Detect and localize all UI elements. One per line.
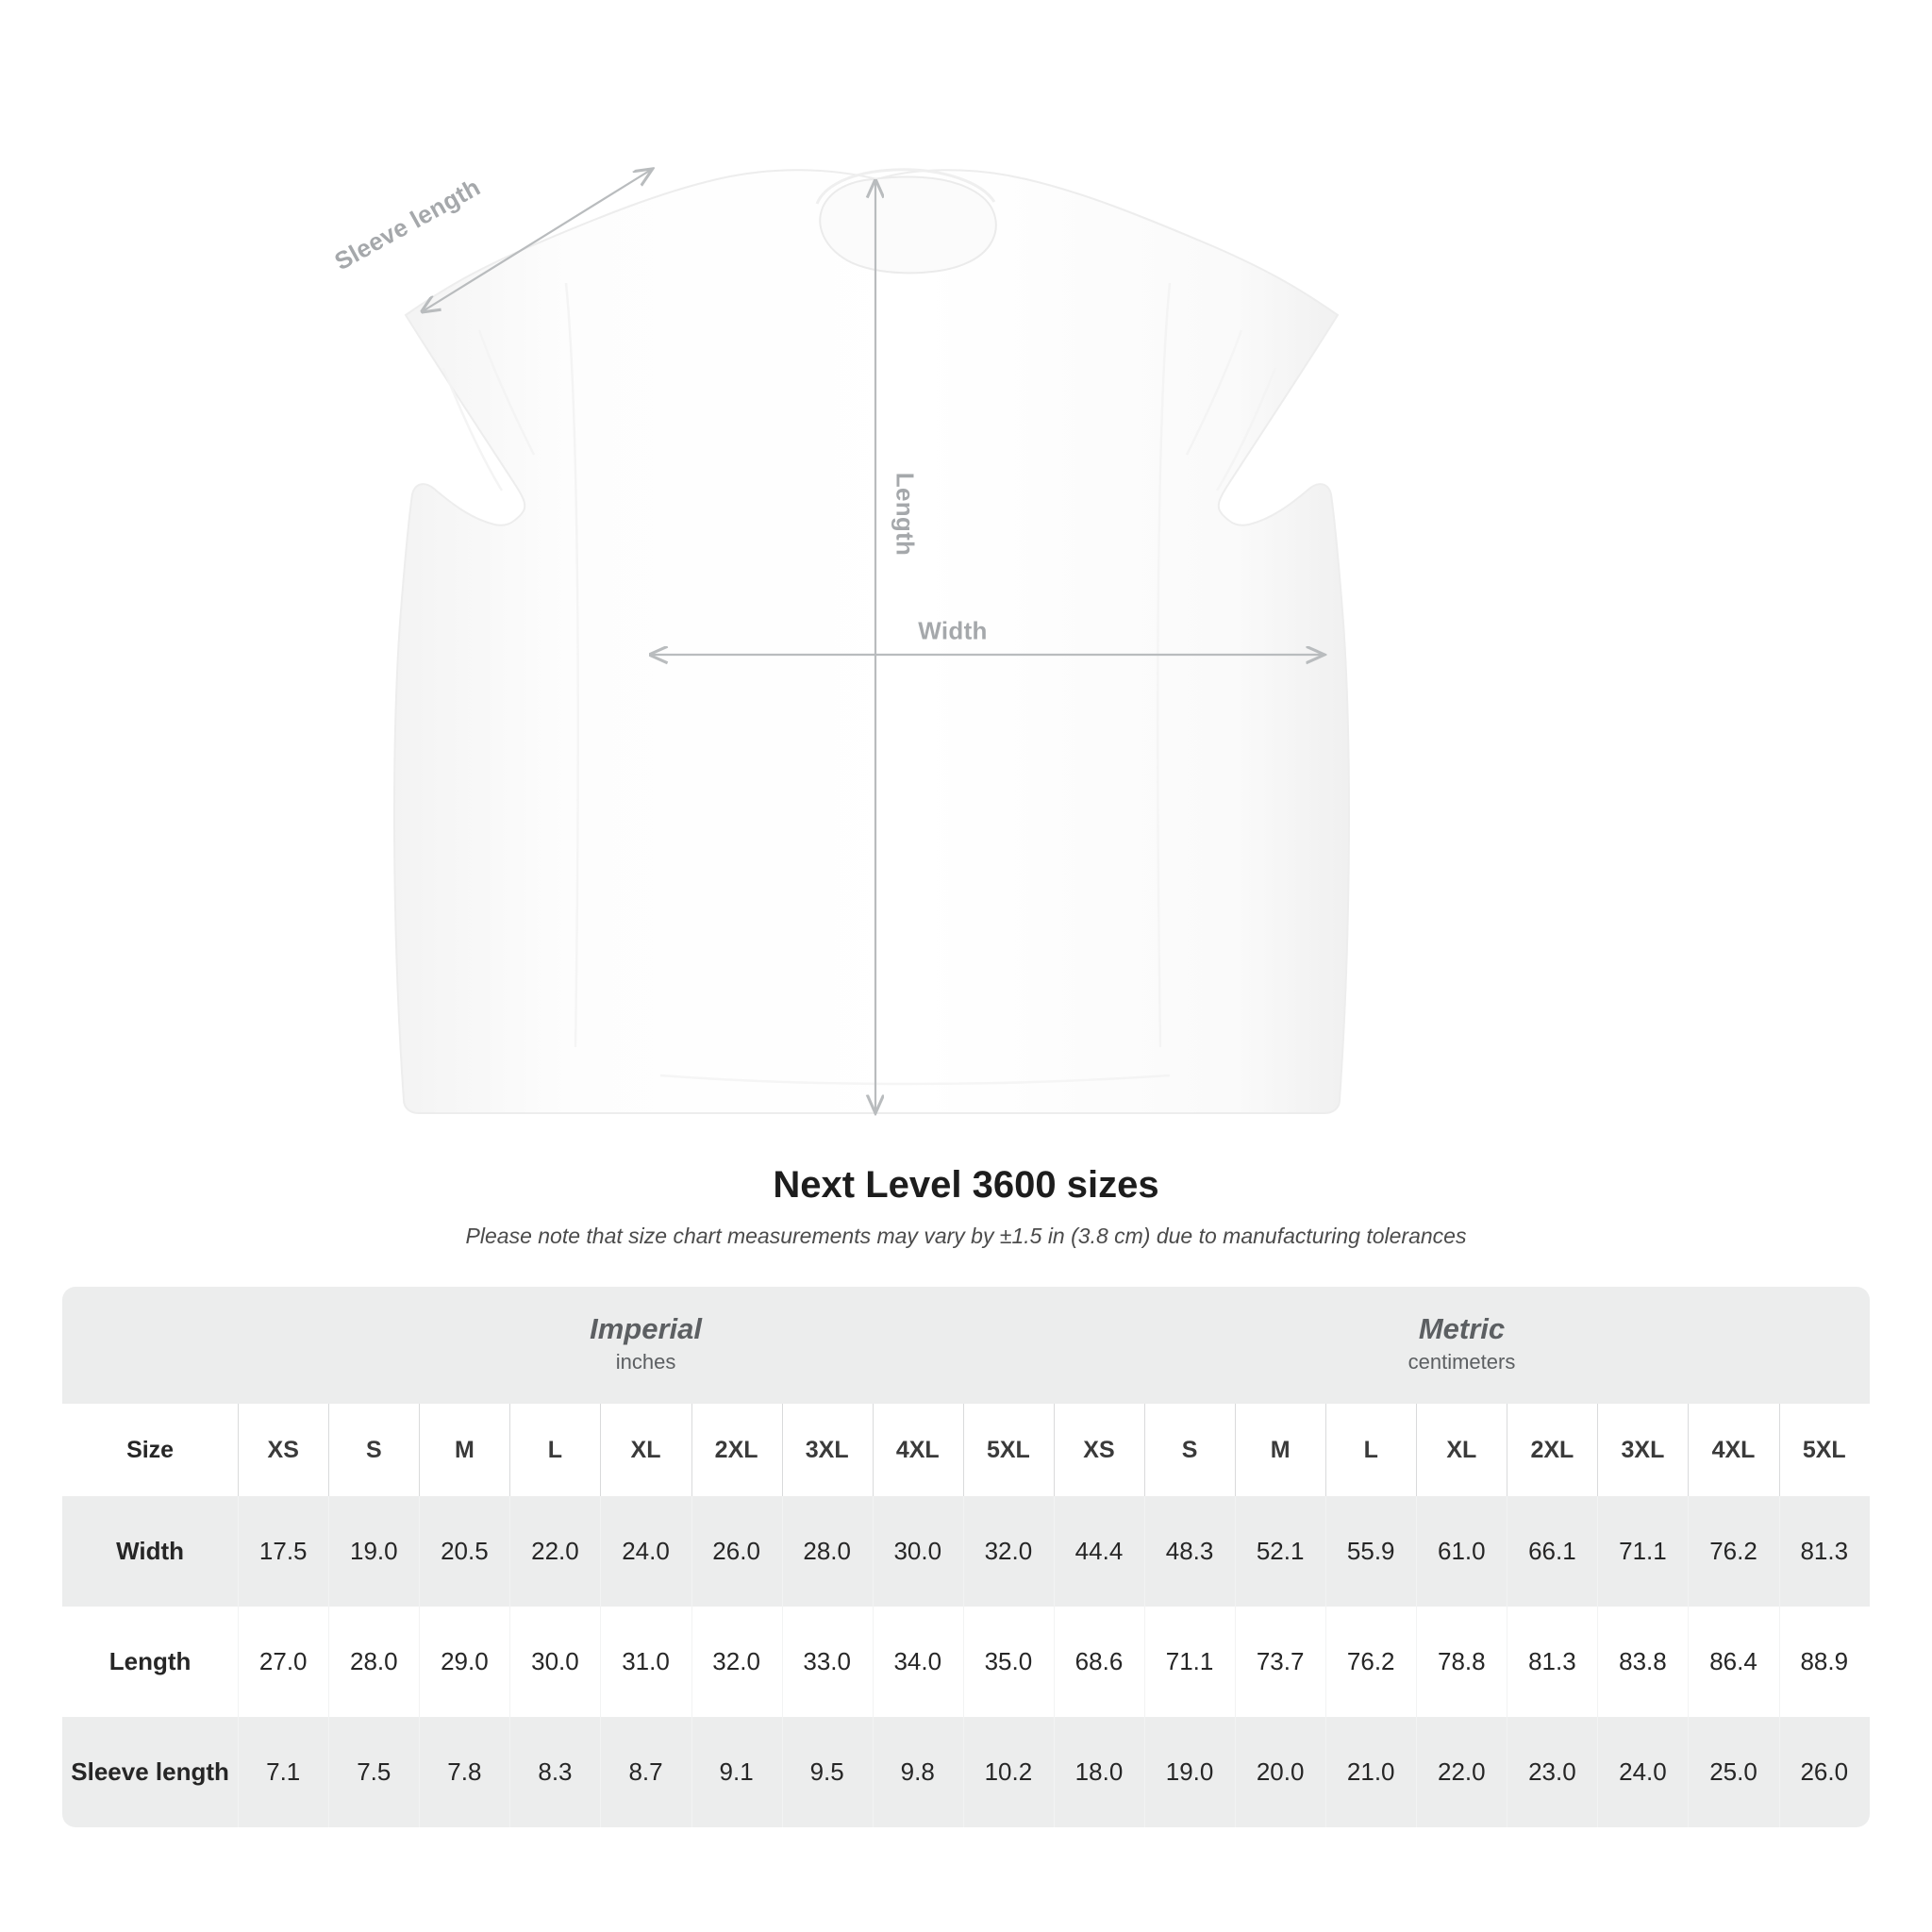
cell-length-2: 29.0: [419, 1607, 509, 1717]
cell-width-17: 81.3: [1779, 1496, 1870, 1607]
cell-sleeve-13: 22.0: [1416, 1717, 1507, 1827]
size-header-row: [62, 1404, 1870, 1496]
cell-length-16: 86.4: [1688, 1607, 1778, 1717]
cell-width-9: 44.4: [1054, 1496, 1144, 1607]
cell-length-4: 31.0: [600, 1607, 691, 1717]
cell-length-15: 83.8: [1597, 1607, 1688, 1717]
size-col-2xl-imperial: 2XL: [691, 1404, 782, 1496]
table-row: [62, 1717, 1870, 1827]
cell-sleeve-3: 8.3: [509, 1717, 600, 1827]
unit-group-imperial-sub: inches: [615, 1350, 676, 1374]
unit-group-imperial: [238, 1287, 1054, 1404]
cell-width-16: 76.2: [1688, 1496, 1778, 1607]
size-table: [62, 1287, 1870, 1827]
cell-width-11: 52.1: [1235, 1496, 1325, 1607]
cell-sleeve-6: 9.5: [782, 1717, 873, 1827]
row-label-width: Width: [62, 1496, 238, 1607]
cell-sleeve-14: 23.0: [1507, 1717, 1597, 1827]
cell-length-1: 28.0: [328, 1607, 419, 1717]
page-title: Next Level 3600 sizes: [773, 1164, 1159, 1206]
size-col-2xl-metric: 2XL: [1507, 1404, 1597, 1496]
length-label: Length: [891, 472, 920, 557]
cell-width-2: 20.5: [419, 1496, 509, 1607]
cell-length-8: 35.0: [963, 1607, 1054, 1717]
size-col-4xl-metric: 4XL: [1688, 1404, 1778, 1496]
size-col-5xl-metric: 5XL: [1779, 1404, 1870, 1496]
unit-header-row: [62, 1287, 1870, 1404]
cell-length-3: 30.0: [509, 1607, 600, 1717]
table-row: [62, 1607, 1870, 1717]
size-col-l-imperial: L: [509, 1404, 600, 1496]
cell-width-0: 17.5: [238, 1496, 328, 1607]
size-col-5xl-imperial: 5XL: [963, 1404, 1054, 1496]
size-header-label: Size: [62, 1404, 238, 1496]
cell-sleeve-10: 19.0: [1144, 1717, 1235, 1827]
size-col-4xl-imperial: 4XL: [873, 1404, 963, 1496]
cell-width-1: 19.0: [328, 1496, 419, 1607]
cell-sleeve-1: 7.5: [328, 1717, 419, 1827]
size-col-s-imperial: S: [328, 1404, 419, 1496]
size-col-xs-metric: XS: [1054, 1404, 1144, 1496]
cell-width-10: 48.3: [1144, 1496, 1235, 1607]
unit-group-imperial-name: Imperial: [590, 1311, 702, 1345]
size-col-l-metric: L: [1325, 1404, 1416, 1496]
cell-width-4: 24.0: [600, 1496, 691, 1607]
unit-group-metric-name: Metric: [1418, 1311, 1506, 1345]
unit-header-spacer: [62, 1287, 238, 1404]
size-col-m-metric: M: [1235, 1404, 1325, 1496]
tolerance-note: Please note that size chart measurements may vary by ±1.5 in (3.8 cm) due to manufacturing tolerances: [465, 1224, 1467, 1248]
cell-length-0: 27.0: [238, 1607, 328, 1717]
title-block: [0, 1164, 1932, 1249]
cell-width-5: 26.0: [691, 1496, 782, 1607]
cell-sleeve-12: 21.0: [1325, 1717, 1416, 1827]
cell-sleeve-9: 18.0: [1054, 1717, 1144, 1827]
row-label-length: Length: [62, 1607, 238, 1717]
size-col-m-imperial: M: [419, 1404, 509, 1496]
cell-sleeve-17: 26.0: [1779, 1717, 1870, 1827]
table-row: [62, 1496, 1870, 1607]
cell-sleeve-7: 9.8: [873, 1717, 963, 1827]
cell-length-14: 81.3: [1507, 1607, 1597, 1717]
cell-length-13: 78.8: [1416, 1607, 1507, 1717]
cell-sleeve-2: 7.8: [419, 1717, 509, 1827]
cell-length-17: 88.9: [1779, 1607, 1870, 1717]
cell-length-6: 33.0: [782, 1607, 873, 1717]
cell-sleeve-5: 9.1: [691, 1717, 782, 1827]
sleeve-length-label: Sleeve length: [329, 172, 486, 276]
cell-sleeve-0: 7.1: [238, 1717, 328, 1827]
cell-length-10: 71.1: [1144, 1607, 1235, 1717]
cell-width-6: 28.0: [782, 1496, 873, 1607]
size-col-3xl-imperial: 3XL: [782, 1404, 873, 1496]
cell-width-15: 71.1: [1597, 1496, 1688, 1607]
unit-group-metric: [1054, 1287, 1870, 1404]
cell-length-5: 32.0: [691, 1607, 782, 1717]
size-col-xl-imperial: XL: [600, 1404, 691, 1496]
cell-width-13: 61.0: [1416, 1496, 1507, 1607]
row-label-sleeve-length: Sleeve length: [62, 1717, 238, 1827]
cell-length-11: 73.7: [1235, 1607, 1325, 1717]
tshirt-shape: [394, 170, 1349, 1113]
cell-sleeve-15: 24.0: [1597, 1717, 1688, 1827]
cell-sleeve-8: 10.2: [963, 1717, 1054, 1827]
cell-sleeve-11: 20.0: [1235, 1717, 1325, 1827]
unit-group-metric-sub: centimeters: [1407, 1350, 1516, 1374]
cell-length-9: 68.6: [1054, 1607, 1144, 1717]
cell-sleeve-4: 8.7: [600, 1717, 691, 1827]
cell-length-7: 34.0: [873, 1607, 963, 1717]
size-col-xs-imperial: XS: [238, 1404, 328, 1496]
cell-width-8: 32.0: [963, 1496, 1054, 1607]
cell-width-12: 55.9: [1325, 1496, 1416, 1607]
cell-width-7: 30.0: [873, 1496, 963, 1607]
cell-sleeve-16: 25.0: [1688, 1717, 1778, 1827]
width-label: Width: [918, 616, 988, 645]
size-col-3xl-metric: 3XL: [1597, 1404, 1688, 1496]
size-table-wrapper: [62, 1287, 1870, 1827]
cell-width-3: 22.0: [509, 1496, 600, 1607]
size-col-xl-metric: XL: [1416, 1404, 1507, 1496]
cell-width-14: 66.1: [1507, 1496, 1597, 1607]
size-col-s-metric: S: [1144, 1404, 1235, 1496]
cell-length-12: 76.2: [1325, 1607, 1416, 1717]
